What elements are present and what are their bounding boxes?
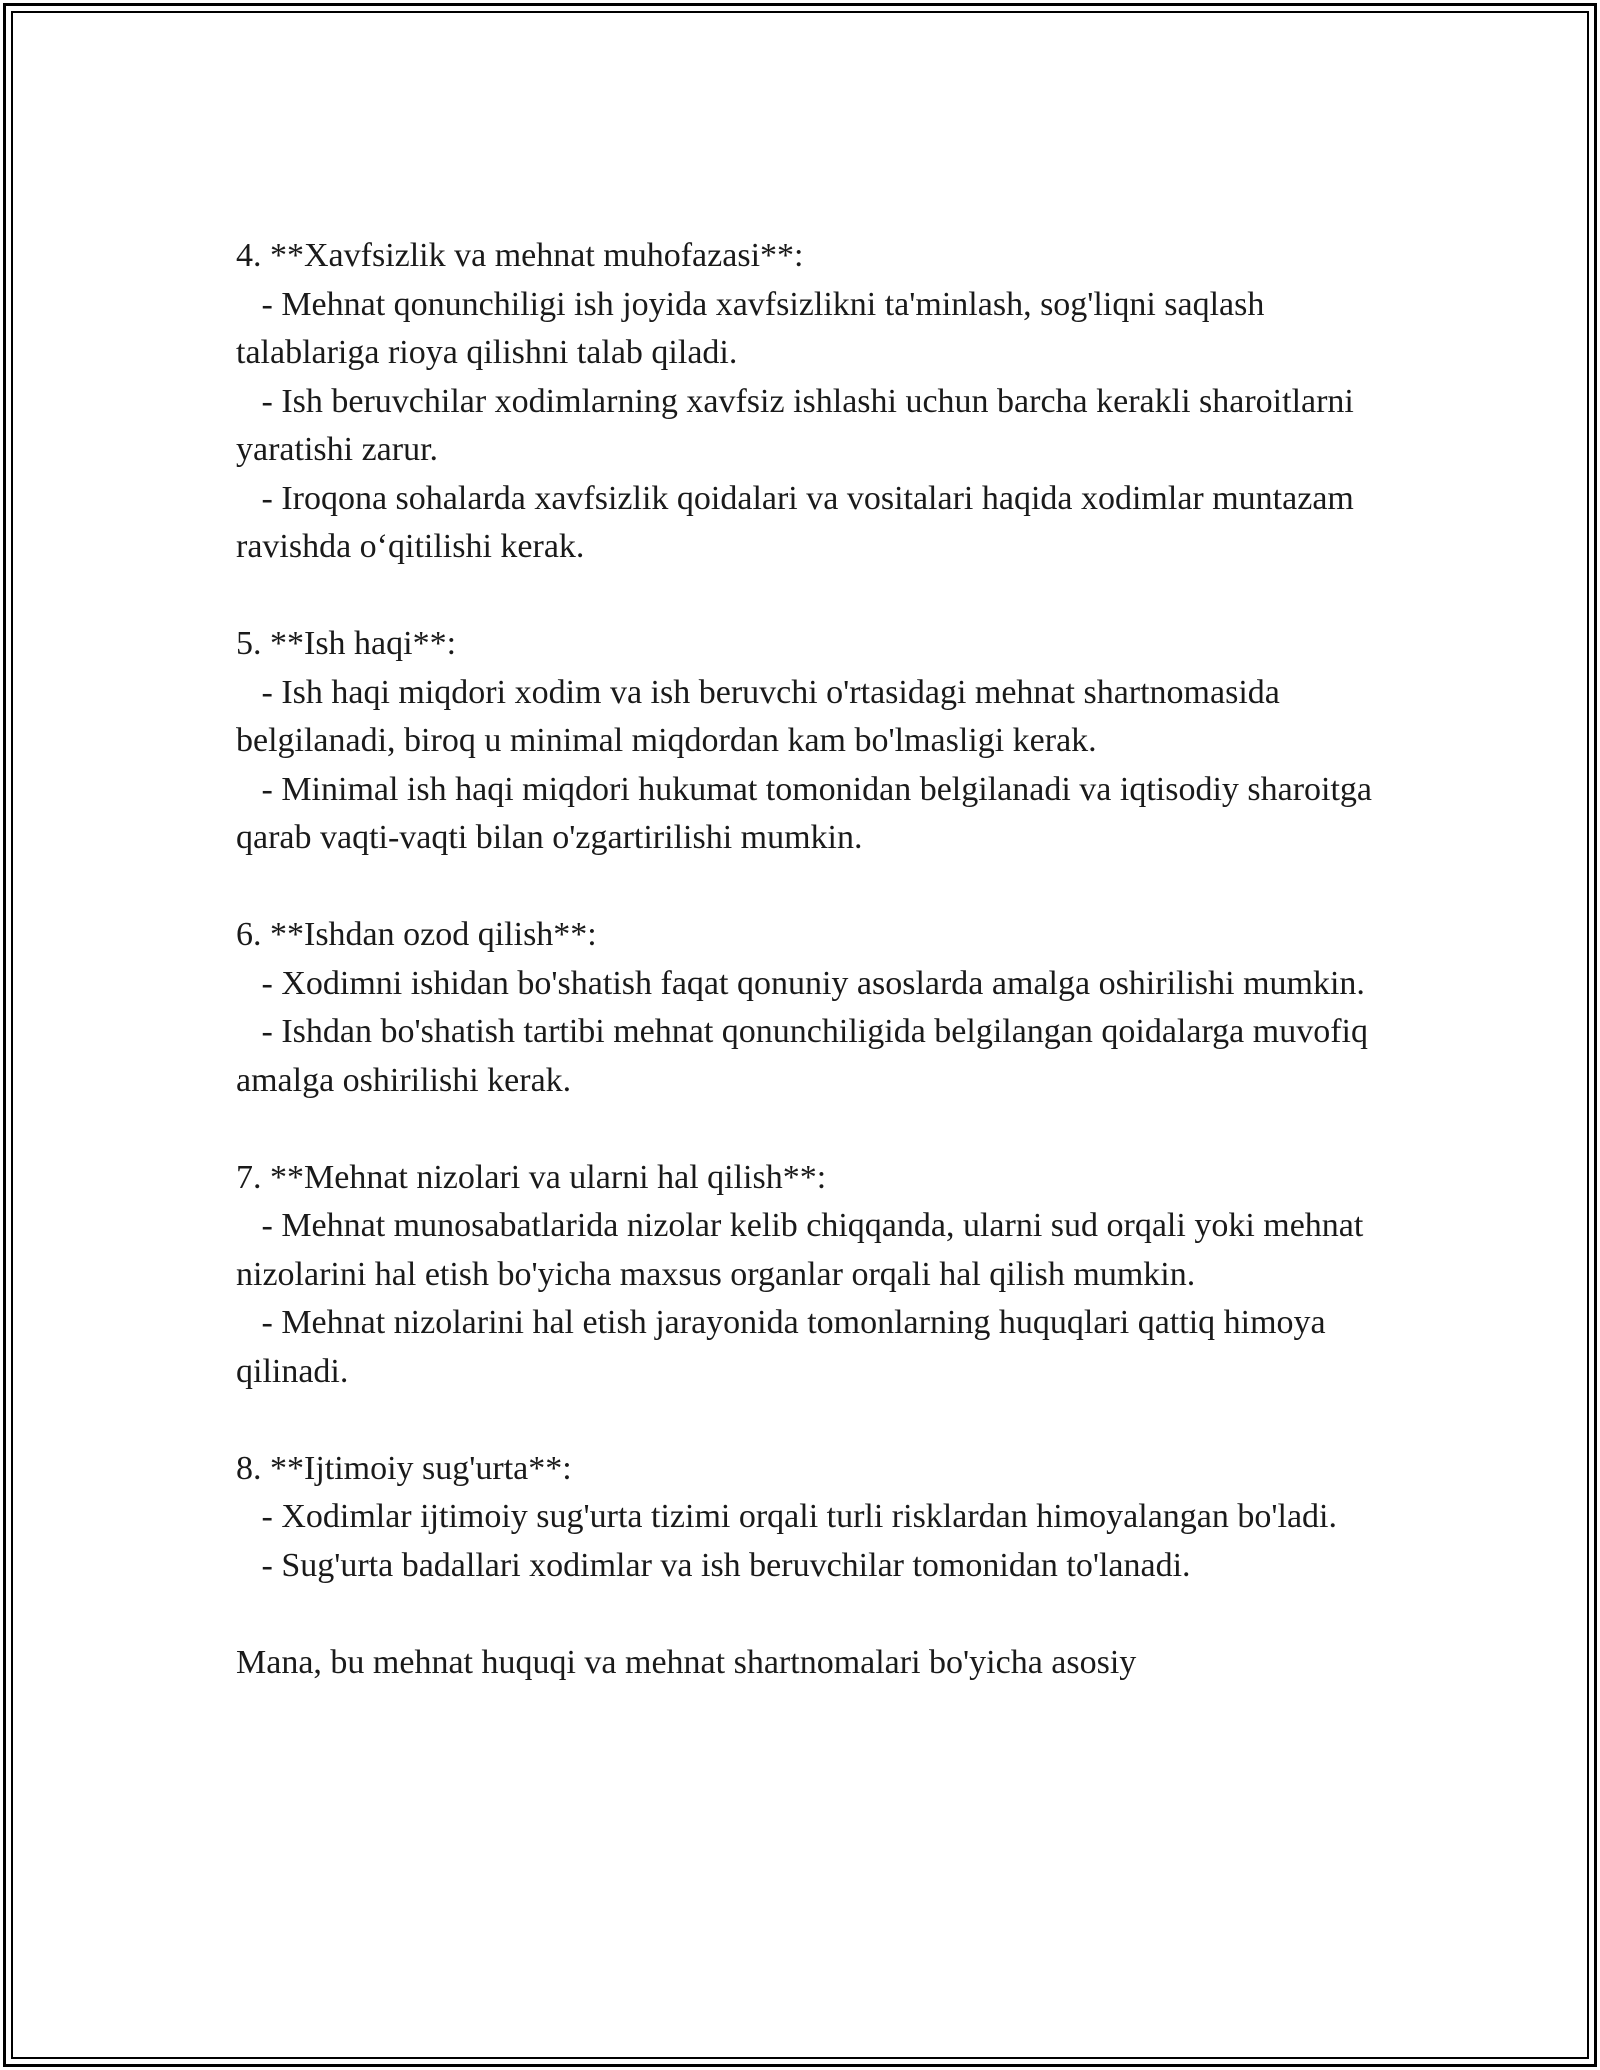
closing-paragraph: Mana, bu mehnat huquqi va mehnat shartnomalari bo'yicha asosiy: [236, 1643, 1137, 1681]
section-ishdan-ozod-qilish: [236, 911, 1376, 1105]
section-xavfsizlik: [236, 232, 1376, 572]
section-heading: 8. **Ijtimoiy sug'urta**:: [236, 1449, 572, 1487]
section-bullet: - Xodimlar ijtimoiy sug'urta tizimi orqali turli risklardan himoyalangan bo'ladi.: [236, 1498, 1337, 1535]
section-bullet: - Xodimni ishidan bo'shatish faqat qonuniy asoslarda amalga oshirilishi mumkin.: [236, 964, 1365, 1002]
document-body: [236, 232, 1381, 1687]
section-bullet: - Ish beruvchilar xodimlarning xavfsiz ishlashi uchun barcha kerakli sharoitlarni yaratishi zarur.: [236, 382, 1363, 468]
section-heading: 4. **Xavfsizlik va mehnat muhofazasi**:: [236, 237, 804, 274]
section-heading: 5. **Ish haqi**:: [236, 625, 457, 662]
section-bullet: - Mehnat qonunchiligi ish joyida xavfsizlikni ta'minlash, sog'liqni saqlash talablariga rioya qilishni talab qiladi.: [236, 285, 1273, 371]
section-ijtimoiy-sugurta: [236, 1445, 1376, 1591]
section-mehnat-nizolari: [236, 1154, 1376, 1397]
section-bullet: - Mehnat munosabatlarida nizolar kelib chiqqanda, ularni sud orqali yoki mehnat nizolarini hal etish bo'yicha maxsus organlar orqali hal qilish mumkin.: [236, 1207, 1372, 1293]
section-bullet: - Minimal ish haqi miqdori hukumat tomonidan belgilanadi va iqtisodiy sharoitga qarab vaqti-vaqti bilan o'zgartirilishi mumkin.: [236, 770, 1381, 856]
section-bullet: - Sug'urta badallari xodimlar va ish beruvchilar tomonidan to'lanadi.: [236, 1546, 1191, 1584]
section-bullet: - Mehnat nizolarini hal etish jarayonida tomonlarning huquqlari qattiq himoya qilinadi.: [236, 1304, 1335, 1390]
section-bullet: - Iroqona sohalarda xavfsizlik qoidalari va vositalari haqida xodimlar muntazam ravishda o‘qitilishi kerak.: [236, 479, 1363, 565]
section-bullet: - Ish haqi miqdori xodim va ish beruvchi o'rtasidagi mehnat shartnomasida belgilanadi, biroq u minimal miqdordan kam bo'lmasligi kerak.: [236, 673, 1289, 759]
section-heading: 7. **Mehnat nizolari va ularni hal qilish**:: [236, 1158, 827, 1196]
section-bullet: - Ishdan bo'shatish tartibi mehnat qonunchiligida belgilangan qoidalarga muvofiq amalga oshirilishi kerak.: [236, 1013, 1377, 1099]
section-heading: 6. **Ishdan ozod qilish**:: [236, 916, 597, 953]
section-ish-haqi: [236, 620, 1381, 863]
